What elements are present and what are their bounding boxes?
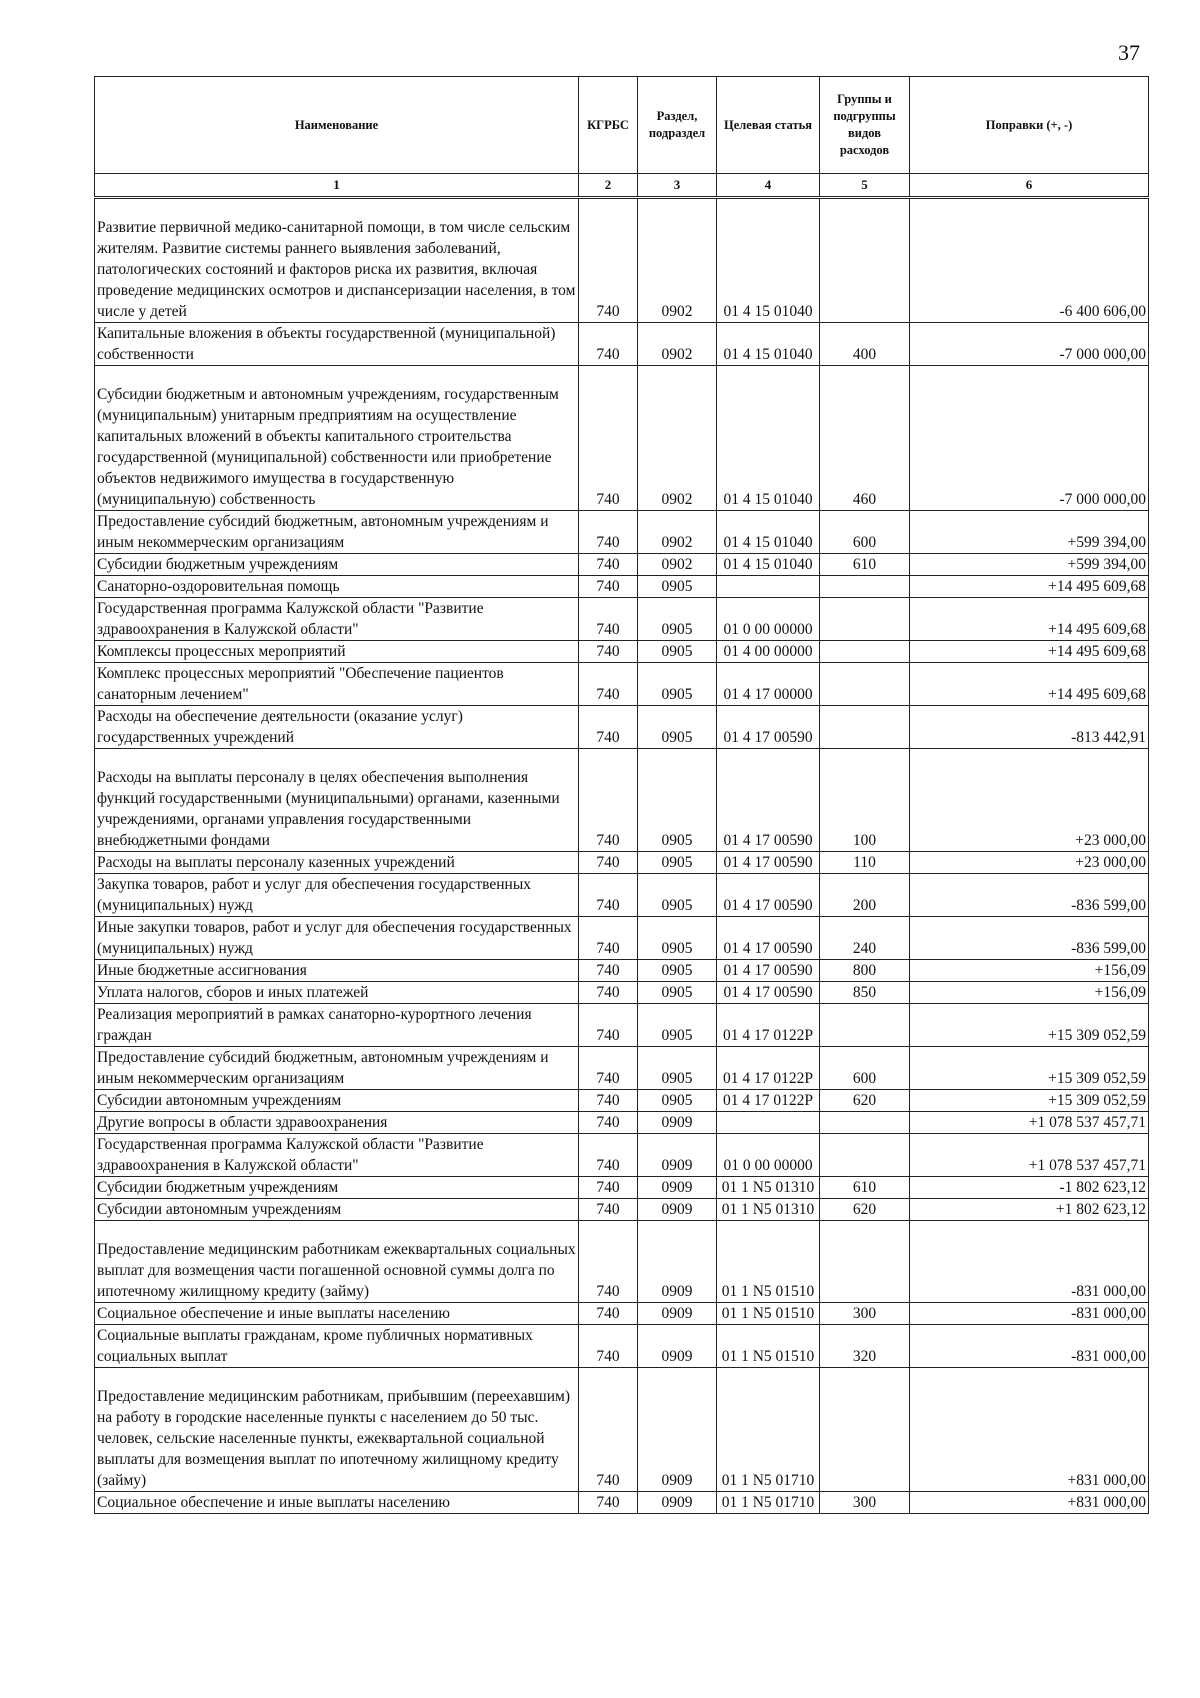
row-kgrbs: 740 — [579, 1492, 638, 1514]
table-row — [95, 1004, 1149, 1047]
row-kgrbs: 740 — [579, 1221, 638, 1303]
row-kgrbs: 740 — [579, 852, 638, 874]
row-target — [717, 576, 820, 598]
row-amount: -1 802 623,12 — [910, 1177, 1149, 1199]
row-name: Расходы на обеспечение деятельности (оказание услуг) государственных учреждений — [95, 706, 579, 749]
row-kgrbs: 740 — [579, 1325, 638, 1368]
row-kgrbs: 740 — [579, 598, 638, 641]
row-group — [820, 576, 910, 598]
row-name: Социальные выплаты гражданам, кроме публичных нормативных социальных выплат — [95, 1325, 579, 1368]
row-amount: +1 802 623,12 — [910, 1199, 1149, 1221]
row-kgrbs: 740 — [579, 576, 638, 598]
row-target: 01 4 17 0122Р — [717, 1004, 820, 1047]
row-target: 01 4 17 00590 — [717, 749, 820, 852]
row-target: 01 4 17 00590 — [717, 874, 820, 917]
row-section: 0909 — [638, 1177, 717, 1199]
row-amount: -831 000,00 — [910, 1303, 1149, 1325]
row-kgrbs: 740 — [579, 198, 638, 323]
row-amount: +156,09 — [910, 960, 1149, 982]
row-section: 0909 — [638, 1112, 717, 1134]
row-amount: +831 000,00 — [910, 1368, 1149, 1492]
row-group: 400 — [820, 323, 910, 366]
table-row — [95, 1303, 1149, 1325]
row-kgrbs: 740 — [579, 960, 638, 982]
row-section: 0909 — [638, 1303, 717, 1325]
row-name: Социальное обеспечение и иные выплаты населению — [95, 1492, 579, 1514]
row-amount: -836 599,00 — [910, 917, 1149, 960]
row-group: 200 — [820, 874, 910, 917]
row-group: 600 — [820, 511, 910, 554]
row-section: 0905 — [638, 874, 717, 917]
row-target: 01 1 N5 01310 — [717, 1177, 820, 1199]
budget-amendments-table — [94, 76, 1149, 1514]
row-name: Субсидии автономным учреждениям — [95, 1199, 579, 1221]
row-section: 0909 — [638, 1492, 717, 1514]
table-row — [95, 366, 1149, 511]
row-kgrbs: 740 — [579, 1199, 638, 1221]
row-name: Развитие первичной медико-санитарной помощи, в том числе сельским жителям. Развитие системы раннего выявления заболеваний, патологических состояний и факторов риска их развития, включая проведение медицинских осмотров и диспансеризации населения, в том числе у детей — [95, 198, 579, 323]
row-section: 0905 — [638, 706, 717, 749]
row-group: 610 — [820, 554, 910, 576]
row-section: 0902 — [638, 198, 717, 323]
row-kgrbs: 740 — [579, 554, 638, 576]
row-kgrbs: 740 — [579, 641, 638, 663]
row-name: Уплата налогов, сборов и иных платежей — [95, 982, 579, 1004]
header-row — [95, 77, 1149, 174]
row-name: Иные бюджетные ассигнования — [95, 960, 579, 982]
row-section: 0909 — [638, 1221, 717, 1303]
row-amount: +15 309 052,59 — [910, 1090, 1149, 1112]
row-section: 0905 — [638, 1004, 717, 1047]
row-section: 0905 — [638, 852, 717, 874]
table-row — [95, 749, 1149, 852]
row-section: 0902 — [638, 511, 717, 554]
row-target: 01 4 15 01040 — [717, 198, 820, 323]
column-number-row — [95, 174, 1149, 198]
row-target: 01 0 00 00000 — [717, 598, 820, 641]
table-row — [95, 917, 1149, 960]
header-name: Наименование — [95, 77, 579, 174]
table-row — [95, 323, 1149, 366]
table-row — [95, 1090, 1149, 1112]
row-name: Предоставление субсидий бюджетным, автономным учреждениям и иным некоммерческим организациям — [95, 511, 579, 554]
row-amount: +23 000,00 — [910, 852, 1149, 874]
row-amount: +599 394,00 — [910, 554, 1149, 576]
row-group — [820, 706, 910, 749]
row-amount: +599 394,00 — [910, 511, 1149, 554]
row-target: 01 4 17 0122Р — [717, 1047, 820, 1090]
row-group — [820, 1004, 910, 1047]
row-target: 01 4 15 01040 — [717, 554, 820, 576]
row-target: 01 4 17 00590 — [717, 960, 820, 982]
row-target: 01 1 N5 01310 — [717, 1199, 820, 1221]
row-group — [820, 1112, 910, 1134]
column-number: 5 — [820, 174, 910, 198]
row-target: 01 1 N5 01710 — [717, 1368, 820, 1492]
row-amount: +1 078 537 457,71 — [910, 1134, 1149, 1177]
table-row — [95, 706, 1149, 749]
row-amount: -7 000 000,00 — [910, 366, 1149, 511]
row-amount: +1 078 537 457,71 — [910, 1112, 1149, 1134]
row-group: 300 — [820, 1492, 910, 1514]
row-section: 0905 — [638, 598, 717, 641]
row-amount: +15 309 052,59 — [910, 1047, 1149, 1090]
row-group: 620 — [820, 1199, 910, 1221]
row-group — [820, 1221, 910, 1303]
row-kgrbs: 740 — [579, 1303, 638, 1325]
row-kgrbs: 740 — [579, 917, 638, 960]
table-row — [95, 982, 1149, 1004]
row-name: Субсидии бюджетным и автономным учреждениям, государственным (муниципальным) унитарным предприятиям на осуществление капитальных вложений в объекты капитального строительства государственной (муниципальной) собственности или приобретение объектов недвижимого имущества в государственную (муниципальную) собственность — [95, 366, 579, 511]
column-number: 6 — [910, 174, 1149, 198]
row-group: 320 — [820, 1325, 910, 1368]
table-body — [95, 198, 1149, 1514]
row-name: Субсидии автономным учреждениям — [95, 1090, 579, 1112]
column-number: 3 — [638, 174, 717, 198]
row-name: Предоставление медицинским работникам, прибывшим (переехавшим) на работу в городские населенные пункты с населением до 50 тыс. человек, сельские населенные пункты, ежеквартальной социальной выплаты для возмещения выплат по ипотечному жилищному кредиту (займу) — [95, 1368, 579, 1492]
row-group: 460 — [820, 366, 910, 511]
row-amount: +15 309 052,59 — [910, 1004, 1149, 1047]
row-group — [820, 1368, 910, 1492]
row-name: Государственная программа Калужской области "Развитие здравоохранения в Калужской области" — [95, 598, 579, 641]
table-row — [95, 1221, 1149, 1303]
row-section: 0905 — [638, 576, 717, 598]
table-row — [95, 874, 1149, 917]
row-kgrbs: 740 — [579, 706, 638, 749]
row-name: Капитальные вложения в объекты государственной (муниципальной) собственности — [95, 323, 579, 366]
row-section: 0905 — [638, 749, 717, 852]
row-kgrbs: 740 — [579, 366, 638, 511]
row-section: 0905 — [638, 641, 717, 663]
row-section: 0909 — [638, 1325, 717, 1368]
row-group — [820, 598, 910, 641]
row-amount: -6 400 606,00 — [910, 198, 1149, 323]
row-amount: +14 495 609,68 — [910, 576, 1149, 598]
header-amendments: Поправки (+, -) — [910, 77, 1149, 174]
row-target: 01 4 15 01040 — [717, 511, 820, 554]
row-kgrbs: 740 — [579, 1134, 638, 1177]
row-kgrbs: 740 — [579, 323, 638, 366]
row-name: Расходы на выплаты персоналу в целях обеспечения выполнения функций государственными (муниципальными) органами, казенными учреждениями, органами управления государственными внебюджетными фондами — [95, 749, 579, 852]
row-name: Расходы на выплаты персоналу казенных учреждений — [95, 852, 579, 874]
row-section: 0905 — [638, 1047, 717, 1090]
row-group: 800 — [820, 960, 910, 982]
row-amount: -813 442,91 — [910, 706, 1149, 749]
row-section: 0909 — [638, 1134, 717, 1177]
row-target — [717, 1112, 820, 1134]
row-group — [820, 198, 910, 323]
row-group: 110 — [820, 852, 910, 874]
row-group: 100 — [820, 749, 910, 852]
row-name: Реализация мероприятий в рамках санаторно-курортного лечения граждан — [95, 1004, 579, 1047]
table-row — [95, 554, 1149, 576]
row-kgrbs: 740 — [579, 1177, 638, 1199]
row-target: 01 4 17 00000 — [717, 663, 820, 706]
row-name: Другие вопросы в области здравоохранения — [95, 1112, 579, 1134]
row-name: Закупка товаров, работ и услуг для обеспечения государственных (муниципальных) нужд — [95, 874, 579, 917]
row-name: Иные закупки товаров, работ и услуг для обеспечения государственных (муниципальных) нужд — [95, 917, 579, 960]
row-group — [820, 641, 910, 663]
column-number: 2 — [579, 174, 638, 198]
header-section: Раздел, подраздел — [638, 77, 717, 174]
row-target: 01 4 17 00590 — [717, 706, 820, 749]
table-row — [95, 641, 1149, 663]
row-section: 0905 — [638, 663, 717, 706]
row-kgrbs: 740 — [579, 749, 638, 852]
row-section: 0909 — [638, 1368, 717, 1492]
table-row — [95, 1177, 1149, 1199]
table-row — [95, 1492, 1149, 1514]
row-amount: +831 000,00 — [910, 1492, 1149, 1514]
row-amount: -831 000,00 — [910, 1221, 1149, 1303]
row-section: 0902 — [638, 323, 717, 366]
row-kgrbs: 740 — [579, 663, 638, 706]
row-section: 0902 — [638, 366, 717, 511]
header-kgrbs: КГРБС — [579, 77, 638, 174]
table-row — [95, 1134, 1149, 1177]
header-target: Целевая статья — [717, 77, 820, 174]
row-target: 01 4 15 01040 — [717, 323, 820, 366]
table-row — [95, 852, 1149, 874]
row-kgrbs: 740 — [579, 1368, 638, 1492]
row-group — [820, 1134, 910, 1177]
row-target: 01 4 00 00000 — [717, 641, 820, 663]
row-group: 610 — [820, 1177, 910, 1199]
row-amount: +14 495 609,68 — [910, 598, 1149, 641]
table-row — [95, 1325, 1149, 1368]
row-section: 0905 — [638, 917, 717, 960]
row-group: 240 — [820, 917, 910, 960]
row-target: 01 4 15 01040 — [717, 366, 820, 511]
row-name: Санаторно-оздоровительная помощь — [95, 576, 579, 598]
row-section: 0909 — [638, 1199, 717, 1221]
row-kgrbs: 740 — [579, 982, 638, 1004]
row-section: 0905 — [638, 960, 717, 982]
table-row — [95, 576, 1149, 598]
row-name: Комплексы процессных мероприятий — [95, 641, 579, 663]
row-group: 600 — [820, 1047, 910, 1090]
table-row — [95, 598, 1149, 641]
row-name: Предоставление медицинским работникам ежеквартальных социальных выплат для возмещения части погашенной основной суммы долга по ипотечному жилищному кредиту (займу) — [95, 1221, 579, 1303]
table-row — [95, 511, 1149, 554]
table-row — [95, 198, 1149, 323]
row-target: 01 4 17 0122Р — [717, 1090, 820, 1112]
row-group — [820, 663, 910, 706]
row-target: 01 1 N5 01510 — [717, 1325, 820, 1368]
row-amount: -7 000 000,00 — [910, 323, 1149, 366]
row-target: 01 4 17 00590 — [717, 852, 820, 874]
row-name: Комплекс процессных мероприятий "Обеспечение пациентов санаторным лечением" — [95, 663, 579, 706]
row-amount: +23 000,00 — [910, 749, 1149, 852]
row-target: 01 1 N5 01510 — [717, 1221, 820, 1303]
table-row — [95, 1112, 1149, 1134]
row-amount: +14 495 609,68 — [910, 663, 1149, 706]
row-amount: +156,09 — [910, 982, 1149, 1004]
row-name: Предоставление субсидий бюджетным, автономным учреждениям и иным некоммерческим организациям — [95, 1047, 579, 1090]
row-kgrbs: 740 — [579, 1112, 638, 1134]
table-row — [95, 1199, 1149, 1221]
row-group: 620 — [820, 1090, 910, 1112]
row-name: Субсидии бюджетным учреждениям — [95, 554, 579, 576]
table-row — [95, 1368, 1149, 1492]
table-row — [95, 1047, 1149, 1090]
table-row — [95, 663, 1149, 706]
column-number: 4 — [717, 174, 820, 198]
row-kgrbs: 740 — [579, 1090, 638, 1112]
row-section: 0905 — [638, 1090, 717, 1112]
row-group: 850 — [820, 982, 910, 1004]
row-name: Социальное обеспечение и иные выплаты населению — [95, 1303, 579, 1325]
row-kgrbs: 740 — [579, 511, 638, 554]
row-name: Государственная программа Калужской области "Развитие здравоохранения в Калужской области" — [95, 1134, 579, 1177]
row-section: 0905 — [638, 982, 717, 1004]
row-target: 01 4 17 00590 — [717, 982, 820, 1004]
row-amount: +14 495 609,68 — [910, 641, 1149, 663]
row-group: 300 — [820, 1303, 910, 1325]
row-kgrbs: 740 — [579, 1004, 638, 1047]
row-kgrbs: 740 — [579, 874, 638, 917]
header-groups: Группы и подгруппы видов расходов — [820, 77, 910, 174]
row-amount: -831 000,00 — [910, 1325, 1149, 1368]
row-name: Субсидии бюджетным учреждениям — [95, 1177, 579, 1199]
column-number: 1 — [95, 174, 579, 198]
row-target: 01 1 N5 01510 — [717, 1303, 820, 1325]
page-number: 37 — [1118, 40, 1140, 65]
row-target: 01 4 17 00590 — [717, 917, 820, 960]
row-target: 01 1 N5 01710 — [717, 1492, 820, 1514]
row-target: 01 0 00 00000 — [717, 1134, 820, 1177]
row-section: 0902 — [638, 554, 717, 576]
row-amount: -836 599,00 — [910, 874, 1149, 917]
row-kgrbs: 740 — [579, 1047, 638, 1090]
table-row — [95, 960, 1149, 982]
